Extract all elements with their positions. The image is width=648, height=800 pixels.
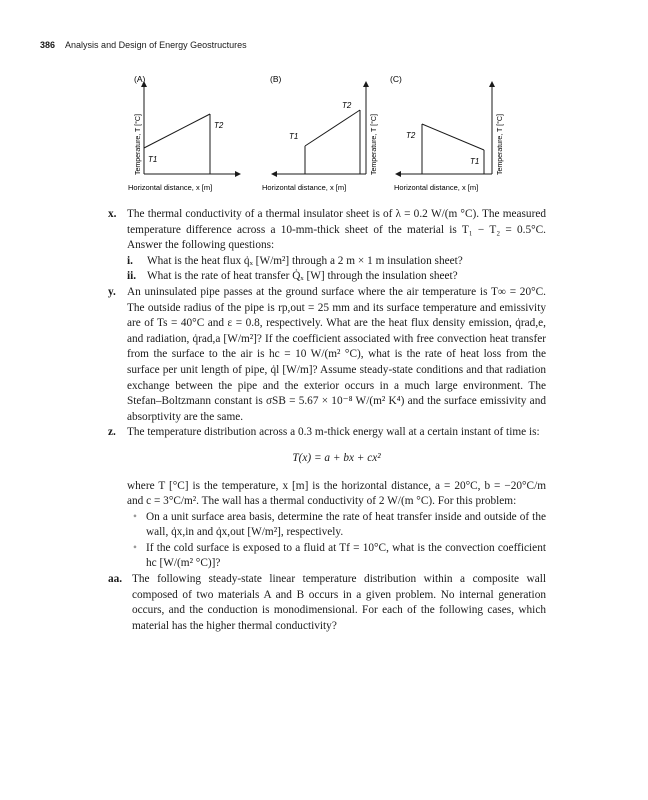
running-header [40, 40, 247, 50]
problem-z-label: z. [108, 426, 116, 439]
panel-b-xlabel: Horizontal distance, x [m] [262, 183, 347, 192]
problem-aa [108, 572, 546, 634]
problem-aa-label: aa. [108, 573, 123, 586]
panel-b-ylabel: Temperature, T [°C] [371, 114, 378, 175]
problem-x [108, 207, 546, 285]
panel-a [128, 74, 238, 192]
problems-body [108, 207, 546, 634]
panel-c-label: (C) [390, 74, 402, 84]
panel-c-t2: T2 [406, 131, 416, 140]
panel-a-t2: T2 [214, 121, 224, 130]
problem-z-bullet-1: • On a unit surface area basis, determine the rate of heat transfer inside and outside of the wall, q̇x,in and q̇x,out [W/m²], respectively. [133, 510, 546, 539]
problem-x-label: x. [108, 208, 117, 220]
panel-c-xlabel: Horizontal distance, x [m] [394, 183, 479, 192]
problem-x-text: The thermal conductivity of a thermal insulator sheet is of λ = 0.2 W/(m °C). The measured temperature difference across a 10-mm-thick sheet of the material is T₁ − T₂ = 0.5°C. Answer the following questions: [127, 208, 546, 252]
panel-a-label: (A) [134, 74, 146, 84]
panel-c [390, 74, 504, 192]
panel-c-ylabel: Temperature, T [°C] [497, 114, 504, 175]
panel-c-t1: T1 [470, 157, 480, 166]
problem-z-equation: T(x) = a + bx + cx² [292, 451, 381, 464]
running-title: Analysis and Design of Energy Geostructures [65, 40, 247, 50]
panel-b [262, 74, 378, 192]
temperature-profiles-svg [122, 72, 532, 200]
bullet-icon: • [133, 541, 137, 554]
panel-b-t2: T2 [342, 101, 352, 110]
panel-a-ylabel: Temperature, T [°C] [135, 114, 142, 175]
problem-z-bullet-2: • If the cold surface is exposed to a fluid at Tf = 10°C, what is the convection coefficient hc [W/(m² °C)]? [133, 541, 546, 570]
problem-x-question-2: ii. What is the rate of heat transfer Q̇ₓ [W] through the insulation sheet? [127, 270, 458, 283]
bullet-icon: • [133, 510, 137, 523]
problem-y-text: An uninsulated pipe passes at the ground surface where the air temperature is T∞ = 20°C. The outside radius of the pipe is rp,out = 25 mm and its surface temperature and emissivity are of Ts = 40°C and ε = 0.8, respectively. What are the heat flux density emission, q̇rad,e, and radiation, q̇rad,a [W/m²]? If the coefficient associated with free convection heat transfer from the surface to the air is hc = 10 W/(m² °C), what is the rate of heat loss from the surface per unit length of pipe, q̇l [W/m]? Assume steady-state conditions and that radiation exchange between the pipe and the exterior occurs in a much large environment. The Stefan–Boltzmann constant is σSB = 5.67 × 10⁻⁸ W/(m² K⁴) and the surface emissivity and absorptivity are the same. [127, 285, 546, 423]
problem-aa-text: The following steady-state linear temperature distribution within a composite wall composed of two materials A and B occurs in a given problem. No internal generation occurs, and the conduction is monodimensional. For each of the following cases, which material has the higher thermal conductivity? [132, 573, 546, 632]
problem-z [108, 425, 546, 572]
panel-a-xlabel: Horizontal distance, x [m] [128, 183, 213, 192]
panel-b-t1: T1 [289, 132, 299, 141]
problem-z-text: The temperature distribution across a 0.3 m-thick energy wall at a certain instant of time is: [127, 426, 540, 439]
problem-y-label: y. [108, 285, 116, 298]
problem-y [108, 285, 546, 425]
panel-b-label: (B) [270, 74, 282, 84]
temperature-figure [122, 72, 532, 200]
problem-x-question-1: i. What is the heat flux q̇ₓ [W/m²] through a 2 m × 1 m insulation sheet? [127, 254, 463, 267]
problem-z-after: where T [°C] is the temperature, x [m] is the horizontal distance, a = 20°C, b = −20°C/m and c = 3°C/m². The wall has a thermal conductivity of 2 W/(m °C). For this problem: [127, 479, 546, 508]
panel-a-t1: T1 [148, 155, 158, 164]
page-number: 386 [40, 40, 56, 50]
